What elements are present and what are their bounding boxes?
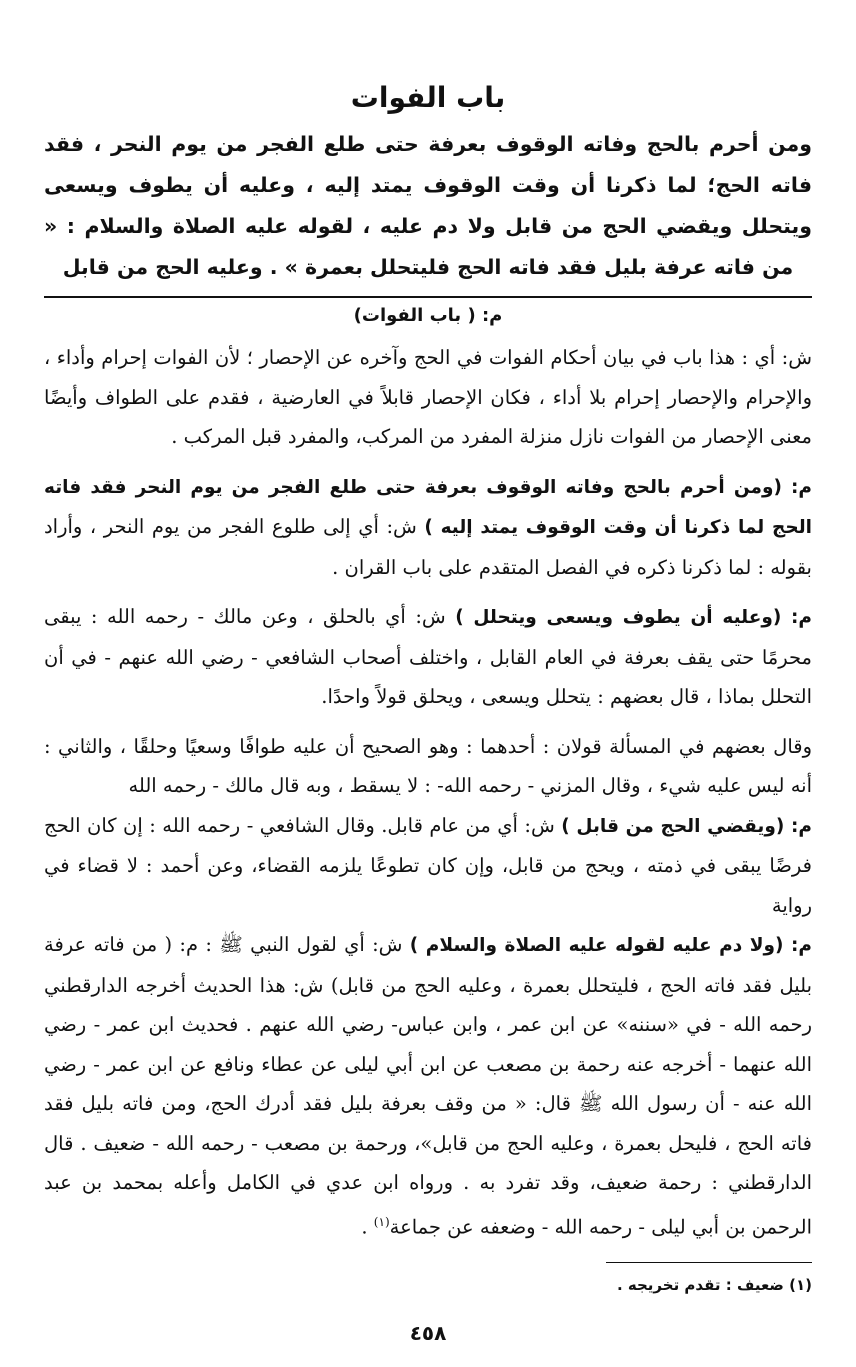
paragraph-4	[44, 727, 812, 806]
page-title: باب الفوات	[350, 81, 506, 114]
paragraph-3	[44, 597, 812, 717]
page-number: ٤٥٨	[409, 1321, 447, 1345]
paragraph-lead: م: (ويقضي الحج من قابل )	[561, 815, 812, 837]
paragraph-lead: م: (ومن أحرم بالحج وفاته الوقوف بعرفة حتى طلع الفجر من يوم النحر فقد فاته الحج لما ذكرنا أن وقت الوقوف يمتد إليه )	[44, 476, 812, 538]
matn-text: ومن أحرم بالحج وفاته الوقوف بعرفة حتى طلع الفجر من يوم النحر ، فقد فاته الحج؛ لما ذكرنا أن وقت الوقوف يمتد إليه ، وعليه أن يطوف ويسعى ويتحلل ويقضي الحج من قابل ولا دم عليه ، لقوله عليه الصلاة والسلام : « من فاته عرفة بليل فقد فاته الحج فليتحلل بعمرة » . وعليه الحج من قابل	[44, 132, 812, 279]
paragraph-5	[44, 806, 812, 926]
footnote-marker[interactable]: (١)	[373, 1214, 390, 1229]
paragraph-6	[44, 925, 812, 1247]
paragraph-text: ش: أي لقول النبي ﷺ : م: ( من فاته عرفة بليل فقد فاته الحج ، فليتحلل بعمرة ، وعليه الحج من قابل) ش: هذا الحديث أخرجه الدارقطني رحمه الله - في «سننه» عن ابن عمر ، وابن عباس- رضي الله عنهم . فحديث ابن عمر - رضي الله عنهما - أخرجه عنه رحمة بن مصعب عن ابن أبي ليلى عن عطاء ونافع عن ابن عمر - رضي الله عنه - أن رسول الله ﷺ قال: « من وقف بعرفة بليل فقد أدرك الحج، ومن فاته بليل فقد فاته الحج ، فليحل بعمرة ، وعليه الحج من قابل»، ورحمة بن مصعب - رحمه الله - ضعيف . قال الدارقطني : رحمة ضعيف، وقد تفرد به . ورواه ابن عدي في الكامل وأعله بمحمد بن عبد الرحمن بن أبي ليلى - رحمه الله - وضعفه عن جماعة	[44, 933, 812, 1238]
paragraph-text: ش: أي من عام قابل. وقال الشافعي - رحمه الله : إن كان الحج فرضًا يبقى في ذمته ، ويحج من قابل، وإن كان تطوعًا يلزمه القضاء، وعن أحمد : لا قضاء في رواية	[44, 813, 812, 917]
paragraph-lead: م: (وعليه أن يطوف ويسعى ويتحلل )	[455, 607, 812, 628]
paragraph-2	[44, 467, 812, 588]
paragraph-text: ش: أي : هذا باب في بيان أحكام الفوات في الحج وآخره عن الإحصار ؛ لأن الفوات إحرام وأداء ، والإحرام والإحصار إحرام بلا أداء ، فكان الإحصار قابلاً في العارضية ، فقدم على الطواف وأيضًا معنى الإحصار من الفوات نازل منزلة المفرد من المركب، والمفرد قبل المركب .	[44, 346, 812, 448]
paragraph-1	[44, 338, 812, 457]
paragraph-text: ش: أي إلى طلوع الفجر من يوم النحر ، وأراد بقوله : لما ذكرنا ذكره في الفصل المتقدم على باب القران .	[44, 515, 812, 579]
page-body	[44, 60, 812, 1257]
paragraph-text: ش: أي بالحلق ، وعن مالك - رحمه الله : يبقى محرمًا حتى يقف بعرفة في العام القابل ، واختلف أصحاب الشافعي - رضي الله عنهم - في أن التحلل بماذا ، قال بعضهم : يتحلل ويسعى ، ويحلق قولاً واحدًا.	[44, 605, 812, 708]
paragraph-lead: م: (ولا دم عليه لقوله عليه الصلاة والسلام )	[409, 935, 812, 956]
footnote-divider	[606, 1262, 812, 1263]
footnote: (١) ضعيف : تقدم تخريجه .	[616, 1276, 812, 1294]
sharh-heading: م: ( باب الفوات)	[353, 305, 503, 326]
paragraph-end: .	[361, 1215, 374, 1238]
paragraph-text: وقال بعضهم في المسألة قولان : أحدهما : وهو الصحيح أن عليه طوافًا وسعيًا وحلقًا ، والثاني : أنه ليس عليه شيء ، وقال المزني - رحمه الله- : لا يسقط ، وبه قال مالك - رحمه الله	[44, 734, 812, 797]
